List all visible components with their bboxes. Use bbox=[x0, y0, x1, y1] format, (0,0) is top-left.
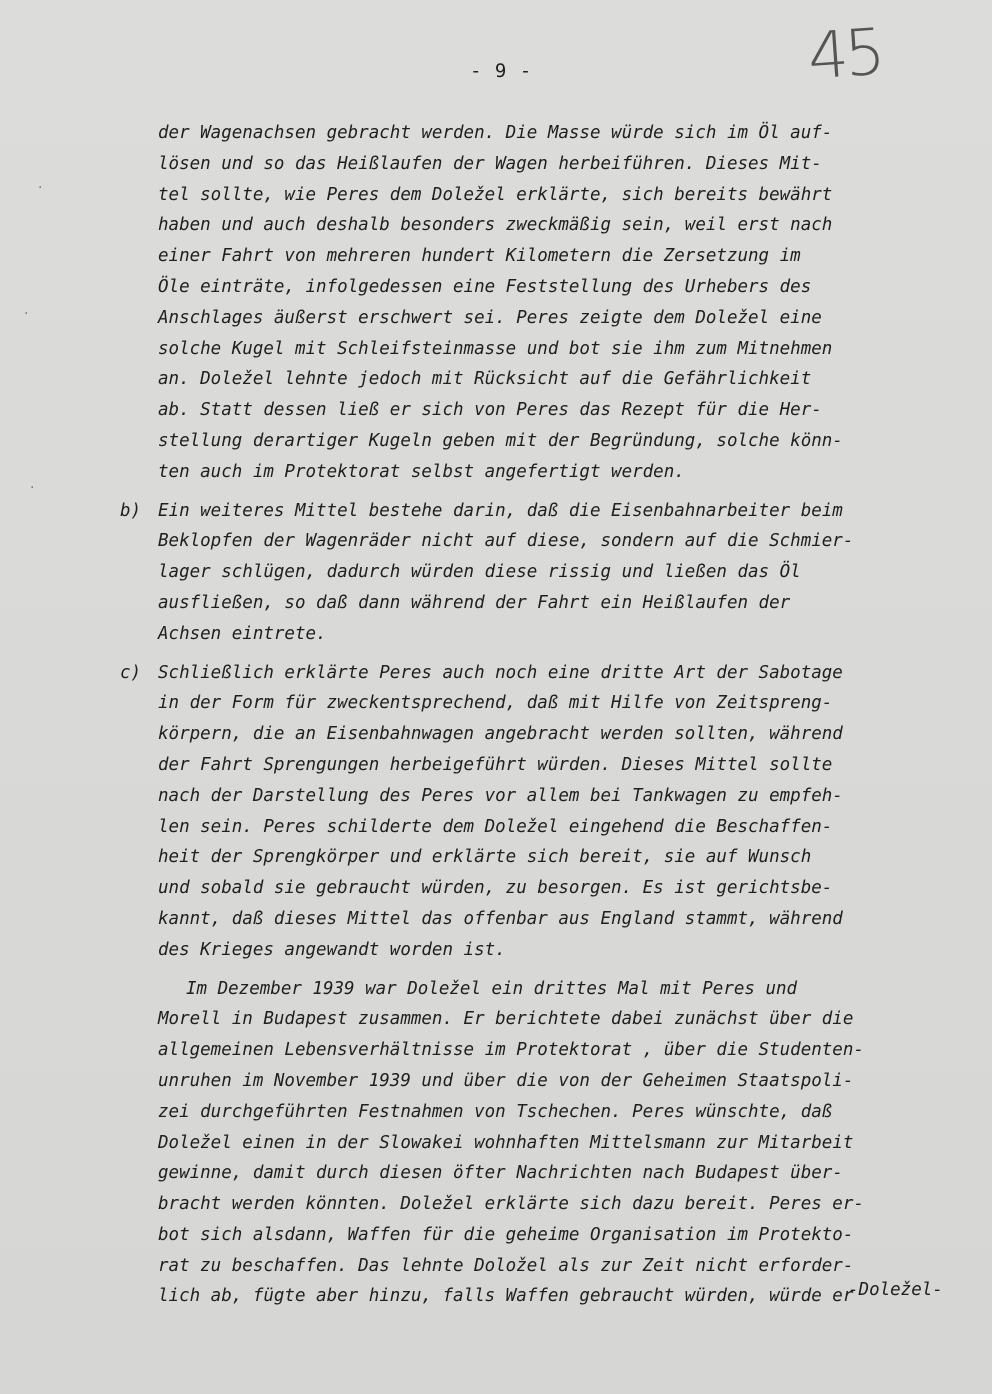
final-paragraph bbox=[158, 974, 968, 1313]
text-line: ab. Statt dessen ließ er sich von Peres das Rezept für die Her- bbox=[158, 400, 822, 421]
text-line: lösen und so das Heißlaufen der Wagen herbeiführen. Dieses Mit- bbox=[158, 153, 822, 174]
catchword: -Doležel- bbox=[848, 1280, 943, 1300]
text-line: bot sich alsdann, Waffen für die geheime Organisation im Protekto- bbox=[158, 1224, 854, 1245]
text-line: len sein. Peres schilderte dem Doležel eingehend die Beschaffen- bbox=[158, 816, 833, 837]
text-line: Morell in Budapest zusammen. Er berichtete dabei zunächst über die bbox=[158, 1009, 854, 1030]
handwritten-folio-number: 45 bbox=[805, 15, 884, 95]
text-line: einer Fahrt von mehreren hundert Kilometern die Zersetzung im bbox=[158, 246, 801, 267]
body-text bbox=[120, 118, 968, 1312]
text-line: heit der Sprengkörper und erklärte sich bereit, sie auf Wunsch bbox=[158, 847, 812, 868]
text-line: körpern, die an Eisenbahnwagen angebracht werden sollten, während bbox=[158, 724, 843, 745]
text-line: tel sollte, wie Peres dem Doležel erklärte, sich bereits bewährt bbox=[158, 184, 833, 205]
text-line: zei durchgeführten Festnahmen von Tschechen. Peres wünschte, daß bbox=[158, 1101, 833, 1122]
page-number: - 9 - bbox=[470, 60, 533, 82]
text-line: lich ab, fügte aber hinzu, falls Waffen gebraucht würden, würde er bbox=[158, 1286, 854, 1307]
text-line: nach der Darstellung des Peres vor allem bei Tankwagen zu empfeh- bbox=[158, 785, 843, 806]
text-line: solche Kugel mit Schleifsteinmasse und bot sie ihm zum Mitnehmen bbox=[158, 338, 833, 359]
text-line: ten auch im Protektorat selbst angefertigt werden. bbox=[158, 461, 685, 482]
text-line: in der Form für zweckentsprechend, daß mit Hilfe von Zeitspreng- bbox=[158, 693, 833, 714]
text-line: Achsen eintrete. bbox=[158, 623, 327, 644]
text-line: der Fahrt Sprengungen herbeigeführt würden. Dieses Mittel sollte bbox=[158, 754, 833, 775]
text-line: haben und auch deshalb besonders zweckmäßig sein, weil erst nach bbox=[158, 215, 833, 236]
text-line: Schließlich erklärte Peres auch noch eine dritte Art der Sabotage bbox=[158, 662, 843, 683]
text-line: allgemeinen Lebensverhältnisse im Protektorat , über die Studenten- bbox=[158, 1040, 864, 1061]
text-line: des Krieges angewandt worden ist. bbox=[158, 939, 506, 960]
item-label: c) bbox=[120, 662, 142, 683]
text-line: bracht werden könnten. Doležel erklärte sich dazu bereit. Peres er- bbox=[158, 1194, 864, 1215]
intro-paragraph bbox=[158, 118, 968, 488]
item-label: b) bbox=[120, 500, 142, 521]
margin-specks: · · · bbox=[24, 180, 43, 496]
text-line: rat zu beschaffen. Das lehnte Doložel als zur Zeit nicht erforder- bbox=[158, 1255, 854, 1276]
text-line: Im Dezember 1939 war Doležel ein drittes Mal mit Peres und bbox=[186, 978, 798, 999]
text-line: an. Doležel lehnte jedoch mit Rücksicht auf die Gefährlichkeit bbox=[158, 369, 812, 390]
text-line: ausfließen, so daß dann während der Fahrt ein Heißlaufen der bbox=[158, 592, 791, 613]
text-line: und sobald sie gebraucht würden, zu besorgen. Es ist gerichtsbe- bbox=[158, 878, 833, 899]
text-line: der Wagenachsen gebracht werden. Die Masse würde sich im Öl auf- bbox=[158, 123, 833, 143]
text-line: Ein weiteres Mittel bestehe darin, daß die Eisenbahnarbeiter beim bbox=[158, 500, 843, 521]
text-line: Beklopfen der Wagenräder nicht auf diese, sondern auf die Schmier- bbox=[158, 531, 854, 552]
text-line: gewinne, damit durch diesen öfter Nachrichten nach Budapest über- bbox=[158, 1163, 843, 1184]
list-item-b bbox=[120, 496, 968, 650]
text-line: Anschlages äußerst erschwert sei. Peres zeigte dem Doležel eine bbox=[158, 307, 822, 328]
text-line: stellung derartiger Kugeln geben mit der Begründung, solche könn- bbox=[158, 430, 843, 451]
list-item-c bbox=[120, 658, 968, 966]
text-line: unruhen im November 1939 und über die von der Geheimen Staatspoli- bbox=[158, 1070, 854, 1091]
text-line: kannt, daß dieses Mittel das offenbar aus England stammt, während bbox=[158, 908, 843, 929]
text-line: Öle einträte, infolgedessen eine Feststellung des Urhebers des bbox=[158, 276, 812, 297]
text-line: lager schlügen, dadurch würden diese rissig und ließen das Öl bbox=[158, 562, 801, 583]
text-line: Doležel einen in der Slowakei wohnhaften Mittelsmann zur Mitarbeit bbox=[158, 1132, 854, 1153]
